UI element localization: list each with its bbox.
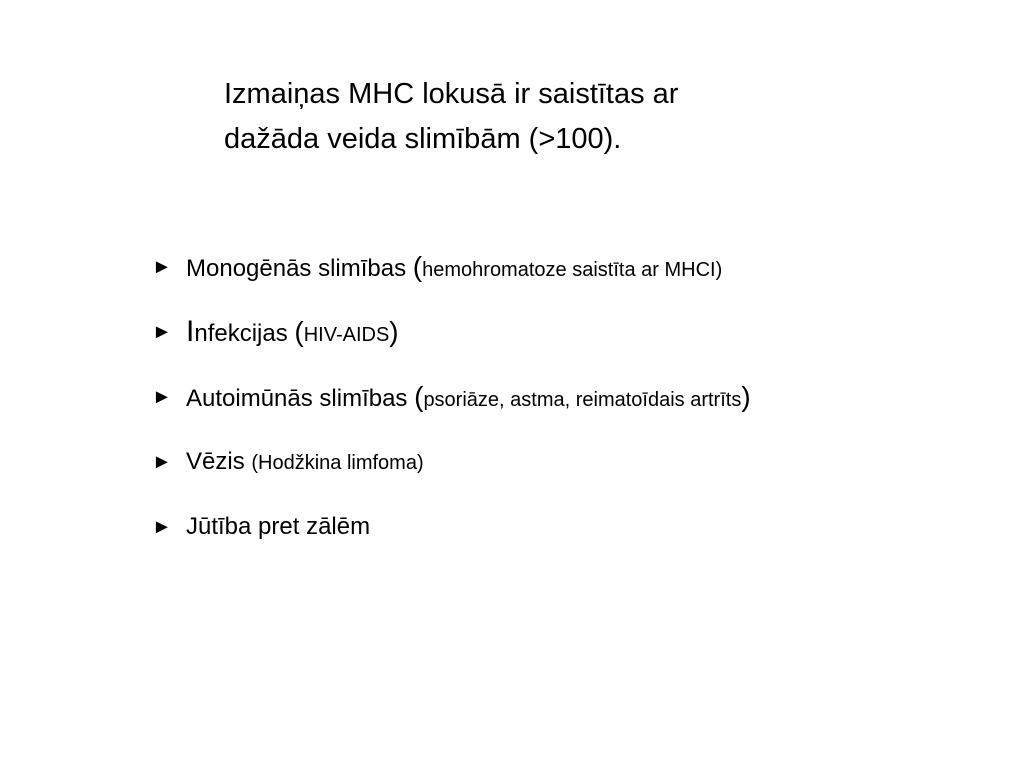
bullet-open-paren: (: [412, 251, 423, 282]
bullet-open-paren: (: [414, 381, 424, 412]
bullet-main: Monogēnās slimības: [186, 255, 407, 282]
bullet-text: [186, 442, 424, 483]
bullet-main: nfekcijas: [194, 320, 288, 347]
bullet-arrow-icon: ►: [152, 256, 172, 278]
bullet-open-paren: (: [294, 316, 304, 347]
bullet-arrow-icon: ►: [152, 451, 172, 473]
bullet-main: Vēzis: [186, 448, 245, 475]
bullet-arrow-icon: ►: [152, 516, 172, 538]
slide-title: [224, 72, 844, 162]
bullet-text: [186, 247, 722, 290]
bullet-detail: psoriāze, astma, reimatoīdais artrīts: [423, 389, 742, 411]
bullet-text: [186, 507, 370, 547]
bullet-text: [186, 377, 751, 420]
bullet-main: Jūtība pret zālēm: [186, 513, 371, 540]
title-line-1: Izmaiņas MHC lokusā ir saistītas ar: [224, 78, 679, 110]
bullet-detail: hemohromatoze saistīta ar MHCI): [422, 259, 723, 281]
bullet-initial: I: [186, 315, 195, 348]
bullet-text: [186, 312, 399, 355]
bullet-arrow-icon: ►: [152, 386, 172, 408]
bullet-detail: HIV-AIDS: [303, 324, 390, 346]
bullet-main: Autoimūnās slimības: [186, 385, 408, 412]
title-line-2: dažāda veida slimībām (>100).: [224, 123, 622, 155]
bullet-close-paren: ): [741, 381, 751, 412]
bullet-detail: (Hodžkina limfoma): [251, 452, 424, 474]
bullet-arrow-icon: ►: [152, 321, 172, 343]
bullet-close-paren: ): [389, 316, 399, 347]
